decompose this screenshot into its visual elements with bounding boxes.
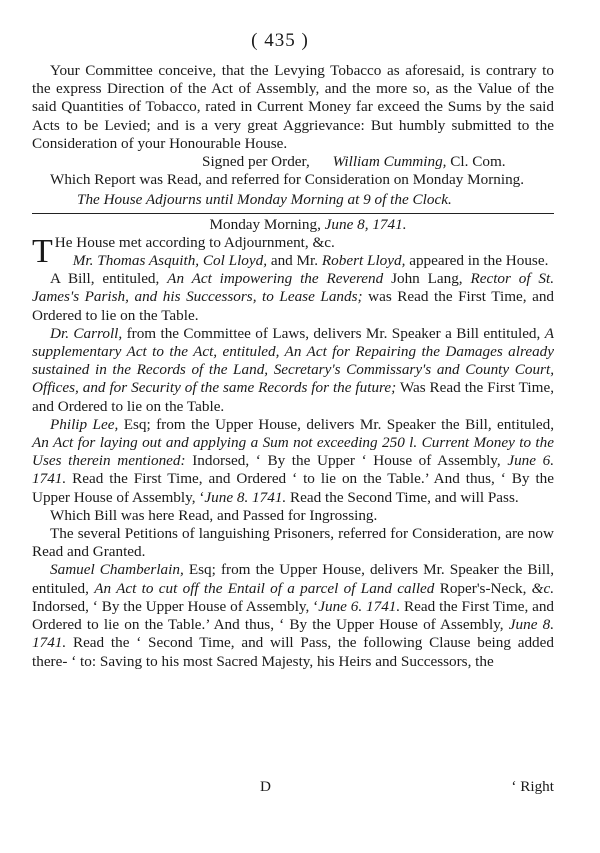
page-number: ( 435 ) — [251, 30, 309, 51]
bill-intro: A Bill, entituled, — [50, 270, 160, 288]
clerk-title: Cl. Com. — [450, 153, 506, 171]
indorsement-date: June 6. 1741. — [318, 597, 401, 615]
member-name: Dr. Carroll, — [50, 324, 123, 342]
bill-status: was Read the First Time, and Ordered to lie on the Table. — [32, 288, 555, 324]
indorsement-date: June 8. 1741. — [32, 616, 555, 652]
indorsement: Read the First Time, and Ordered to lie on the Table.’ And thus, ‘ By the Upper House of Assembly, — [32, 597, 555, 634]
lee-bill-paragraph — [32, 416, 554, 507]
bill-title: An Act for laying out and applying a Sum not exceeding 250 l. Current Money to the Uses therein mentioned: — [32, 434, 554, 470]
bill-title: An Act impowering the Reverend — [167, 270, 384, 288]
catchword: ‘ Right — [511, 778, 554, 795]
page-footer — [32, 778, 554, 796]
member-name: Robert Lloyd, — [321, 252, 406, 270]
bill-intro: Esq; from the Upper House, delivers Mr. Speaker the Bill, entituled, — [123, 415, 554, 433]
indorsement-date: June 8. 1741. — [204, 488, 287, 506]
adjournment-line: The House Adjourns until Monday Morning at 9 of the Clock. — [77, 191, 452, 209]
members-appeared-text: appeared in the House. — [409, 252, 549, 270]
indorsement: Indorsed, ‘ By the Upper ‘ House of Assembly, — [192, 452, 501, 470]
carroll-bill-paragraph — [32, 325, 554, 416]
bill-passed-paragraph: Which Bill was here Read, and Passed for Ingrossing. — [50, 506, 378, 524]
signed-label: Signed per Order, — [202, 153, 310, 171]
bill-intro: Esq; from the Upper House, delivers Mr. Speaker the Bill, entituled, — [32, 561, 554, 597]
document-body — [32, 62, 554, 671]
bill-title: A supplementary Act to the Act, entituled, An Act for Repairing the Damages already sustained in the Records of the Land, Secretary's Commissary's and County Court, Offices, and for Security of the same Records for the future; — [32, 324, 554, 397]
drop-cap: T — [32, 232, 53, 270]
member-name: Samuel Chamberlain, — [50, 561, 184, 579]
indorsement-date: June 6. 1741. — [32, 452, 555, 488]
signed-line — [32, 153, 554, 171]
indorsement: Read the ‘ Second Time, and will Pass, the following Clause being added there- ‘ to: Saving to his most Sacred Majesty, his Heirs and Successors, the — [32, 634, 554, 670]
bill-title: An Act to cut off the Entail of a parcel of Land called — [94, 579, 435, 597]
bill-intro: from the Committee of Laws, delivers Mr. Speaker a Bill entituled, — [126, 324, 541, 342]
members-appeared-paragraph — [32, 252, 554, 270]
signature-mark: D — [260, 778, 271, 795]
date-value: June 8, 1741. — [324, 215, 407, 233]
bill-person: John Lang, — [391, 270, 463, 288]
member-name: Col Lloyd, — [202, 252, 268, 270]
indorsement: Read the First Time, and Ordered ‘ to lie on the Table.’ And thus, ‘ By the Upper House of Assembly, ‘ — [32, 470, 555, 506]
lang-bill-paragraph — [32, 270, 554, 325]
bill-title: Rector of St. James's Parish, and his Successors, to Lease Lands; — [32, 270, 555, 306]
house-met-text: He House met according to Adjournment, &c. — [54, 233, 335, 251]
etcetera: &c. — [531, 579, 555, 597]
indorsement: Indorsed, ‘ By the Upper House of Assembly, ‘ — [32, 597, 319, 615]
bill-status: Was Read the First Time, and Ordered to lie on the Table. — [32, 379, 554, 415]
session-date — [32, 216, 554, 234]
petitions-paragraph: The several Petitions of languishing Prisoners, referred for Consideration, are now Read and Granted. — [32, 525, 554, 561]
report-read-paragraph: Which Report was Read, and referred for Consideration on Monday Morning. — [50, 171, 525, 189]
clerk-name: William Cumming, — [332, 153, 447, 171]
indorsement: Read the Second Time, and will Pass. — [290, 488, 519, 506]
member-connector: and Mr. — [270, 252, 319, 270]
member-name: Mr. Thomas Asquith, — [72, 252, 200, 270]
committee-report-paragraph: Your Committee conceive, that the Levying Tobacco as aforesaid, is contrary to the express Direction of the Act of Assembly, and the more so, as the Value of the said Quantities of Tobacco, rated in Current Money far exceed the Sums by the said Acts to be Levied; and is a very great Aggrievance: But humbly submitted to the Consideration of your Honourable House. — [32, 62, 554, 152]
chamberlain-bill-paragraph — [32, 561, 554, 670]
member-name: Philip Lee, — [50, 415, 119, 433]
place-name: Roper's-Neck, — [439, 579, 527, 597]
date-prefix: Monday Morning, — [209, 215, 321, 233]
section-divider — [32, 213, 554, 214]
